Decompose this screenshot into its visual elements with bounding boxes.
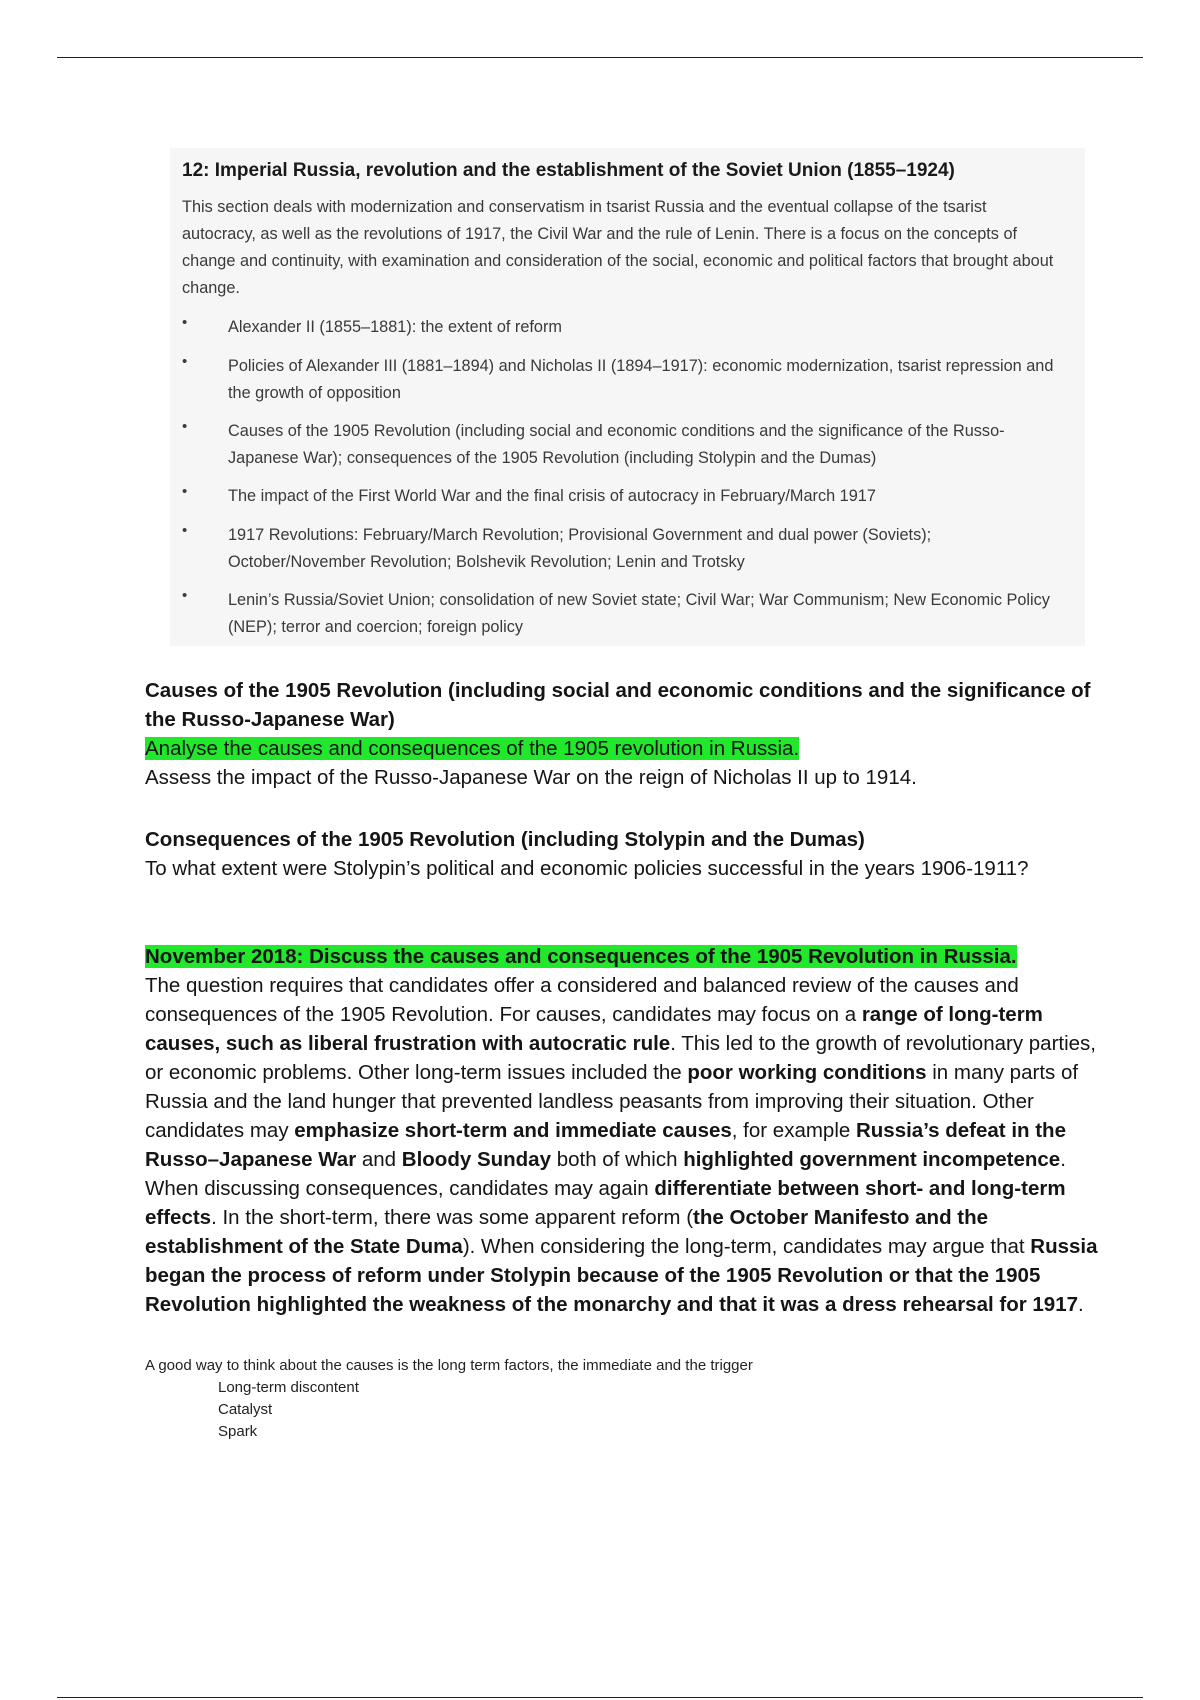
bullet-icon: •	[182, 587, 188, 604]
markscheme-text: ). When considering the long-term, candidates may argue that	[462, 1235, 1031, 1258]
top-rule	[57, 57, 1143, 58]
markscheme-text: . This led to the growth of revolutionary parties, or economic problems. Other long-term issues included the	[145, 1032, 1096, 1084]
highlighted-question: Analyse the causes and consequences of the 1905 revolution in Russia.	[145, 737, 800, 760]
markscheme-key-point: highlighted government incompetence	[683, 1148, 1061, 1171]
markscheme-key-point: the October Manifesto and the establishment of the State Duma	[145, 1206, 989, 1258]
markscheme-text: and	[356, 1148, 402, 1171]
bullet-icon: •	[182, 353, 188, 370]
notes-item: Catalyst	[218, 1401, 273, 1418]
causes-section	[145, 676, 1105, 792]
bullet-icon: •	[182, 522, 188, 539]
markscheme-key-point: emphasize short-term and immediate causes	[294, 1119, 732, 1142]
markscheme-key-point: Russia’s defeat in the Russo–Japanese War	[145, 1119, 1066, 1171]
syllabus-topic-text: Lenin’s Russia/Soviet Union; consolidation of new Soviet state; Civil War; War Communism; New Economic Policy (NEP); terror and coercion; foreign policy	[228, 591, 1050, 636]
consequences-heading: Consequences of the 1905 Revolution (including Stolypin and the Dumas)	[145, 828, 865, 851]
bullet-icon: •	[182, 314, 188, 331]
markscheme-key-point: differentiate between short- and long-term effects	[145, 1177, 1066, 1229]
syllabus-topic-text: The impact of the First World War and the final crisis of autocracy in February/March 1917	[228, 487, 876, 505]
markscheme-text: The question requires that candidates offer a considered and balanced review of the causes and consequences of the 1905 Revolution. For causes, candidates may focus on a	[145, 974, 1019, 1026]
markscheme-text: in many parts of Russia and the land hunger that prevented landless peasants from improving their situation. Other candidates may	[145, 1061, 1079, 1142]
syllabus-excerpt	[170, 148, 1085, 646]
markscheme-text: . In the short-term, there was some apparent reform (	[211, 1206, 694, 1229]
notes-item: Long-term discontent	[218, 1379, 359, 1396]
syllabus-topic-text: 1917 Revolutions: February/March Revolution; Provisional Government and dual power (Soviets); October/November Revolution; Bolshevik Revolution; Lenin and Trotsky	[228, 526, 932, 571]
notes-intro: A good way to think about the causes is the long term factors, the immediate and the trigger	[145, 1357, 753, 1374]
markscheme-text: .	[1078, 1293, 1084, 1316]
causes-heading: Causes of the 1905 Revolution (including social and economic conditions and the significance of the Russo-Japanese War)	[145, 679, 1091, 731]
markscheme-section	[145, 942, 1105, 1319]
syllabus-topic-text: Causes of the 1905 Revolution (including social and economic conditions and the significance of the Russo-Japanese War); consequences of the 1905 Revolution (including Stolypin and the Dumas)	[228, 422, 1005, 467]
markscheme-text: both of which	[551, 1148, 684, 1171]
syllabus-title: 12: Imperial Russia, revolution and the establishment of the Soviet Union (1855–1924)	[182, 160, 955, 181]
markscheme-key-point: Russia began the process of reform under Stolypin because of the 1905 Revolution or that the 1905 Revolution highlighted the weakness of the monarchy and that it was a dress rehearsal for 1917	[145, 1235, 1098, 1316]
question-text: Assess the impact of the Russo-Japanese War on the reign of Nicholas II up to 1914.	[145, 766, 917, 789]
bullet-icon: •	[182, 418, 188, 435]
markscheme-key-point: range of long-term causes, such as liberal frustration with autocratic rule	[145, 1003, 1043, 1055]
bottom-rule	[57, 1697, 1143, 1698]
consequences-section	[145, 825, 1105, 883]
notes-item: Spark	[218, 1423, 258, 1440]
question-text: To what extent were Stolypin’s political and economic policies successful in the years 1906-1911?	[145, 857, 1029, 880]
markscheme-question: November 2018: Discuss the causes and consequences of the 1905 Revolution in Russia.	[145, 945, 1017, 968]
markscheme-text: . When discussing consequences, candidates may again	[145, 1148, 1066, 1200]
markscheme-key-point: Bloody Sunday	[401, 1148, 551, 1171]
syllabus-intro: This section deals with modernization and conservatism in tsarist Russia and the eventual collapse of the tsarist autocracy, as well as the revolutions of 1917, the Civil War and the rule of Lenin. There is a focus on the concepts of change and continuity, with examination and consideration of the social, economic and political factors that brought about change.	[182, 198, 1054, 297]
syllabus-topic-text: Policies of Alexander III (1881–1894) and Nicholas II (1894–1917): economic modernization, tsarist repression and the growth of opposition	[228, 357, 1054, 402]
markscheme-text: , for example	[731, 1119, 856, 1142]
syllabus-topic-text: Alexander II (1855–1881): the extent of reform	[228, 318, 562, 336]
bullet-icon: •	[182, 483, 188, 500]
markscheme-key-point: poor working conditions	[687, 1061, 927, 1084]
markscheme-body	[145, 971, 1105, 1319]
